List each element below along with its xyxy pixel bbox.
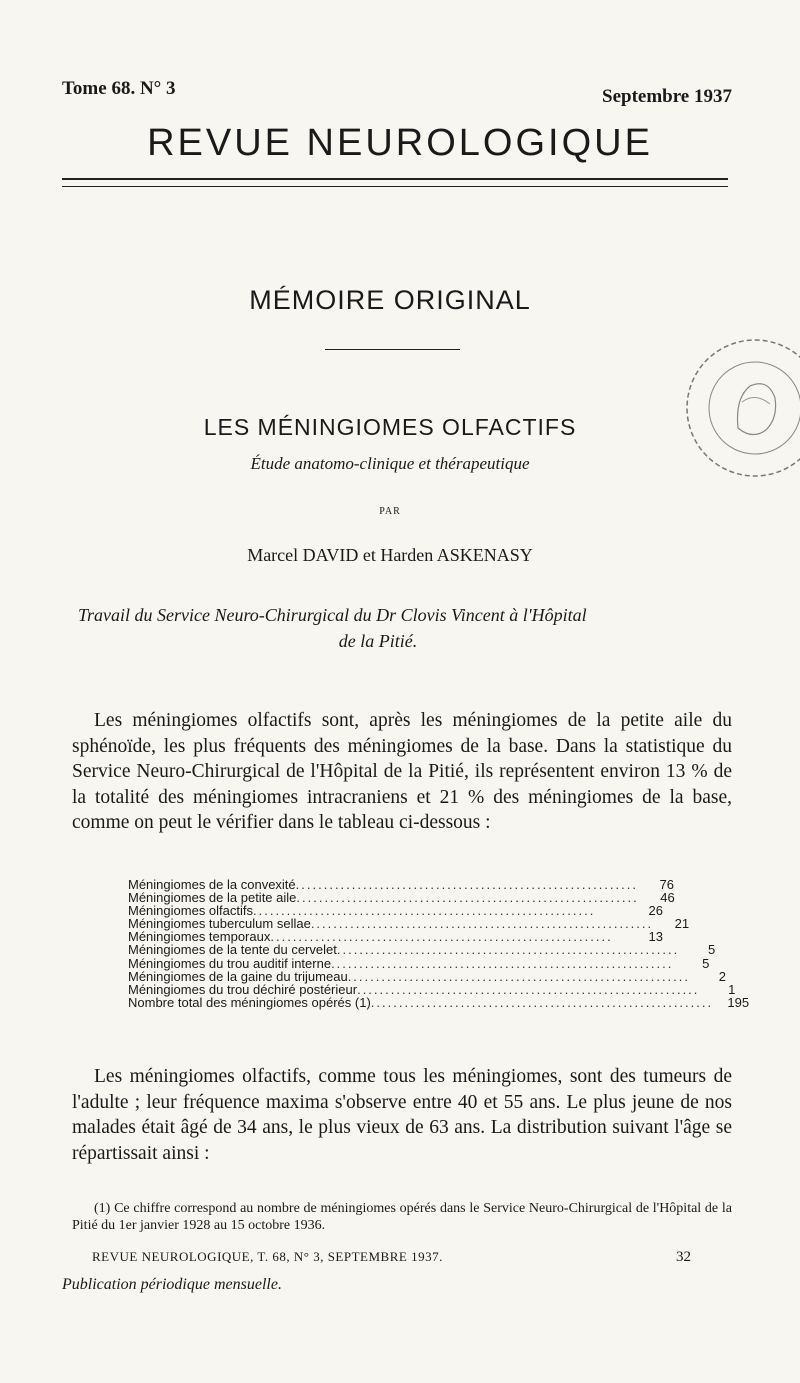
affiliation-line-1: Travail du Service Neuro-Chirurgical du Dr Clovis Vincent à l'Hôpital — [78, 605, 587, 625]
row-value: 5 — [707, 942, 716, 958]
journal-title: REVUE NEUROLOGIQUE — [147, 122, 653, 164]
row-value: 195 — [727, 994, 750, 1010]
paragraph-intro: Les méningiomes olfactifs sont, après les méningiomes de la petite aile du sphénoïde, les plus fréquents des méningiomes de la base. Dans la statistique du Service Neuro-Chirurgical de l'Hôpital de la Pitié, ils représentent environ 13 % de la totalité des méningiomes intracraniens et 21 % des méningiomes de la base, comme on peut le vérifier dans le tableau ci-dessous : — [72, 710, 732, 833]
row-value: 46 — [660, 890, 675, 906]
article-subtitle: Étude anatomo-clinique et thérapeutique — [250, 454, 530, 473]
row-label: Méningiomes de la tente du cervelet — [128, 942, 337, 958]
article-authors: Marcel DAVID et Harden ASKENASY — [247, 545, 533, 565]
article-title: LES MÉNINGIOMES OLFACTIFS — [203, 414, 577, 440]
row-label: Méningiomes olfactifs — [128, 903, 253, 919]
by-line: PAR — [379, 506, 401, 517]
table-row — [128, 968, 727, 984]
row-label: Méningiomes de la convexité — [128, 877, 296, 892]
section-title: MÉMOIRE ORIGINAL — [249, 285, 531, 315]
leader-dots: ............................................................. — [357, 981, 700, 997]
row-label: Méningiomes du trou déchiré postérieur — [128, 981, 358, 997]
row-value: 2 — [718, 968, 727, 984]
leader-dots: ............................................................. — [370, 994, 714, 1010]
row-label: Méningiomes tuberculum sellae — [128, 916, 311, 932]
issue-number: Tome 68. N° 3 — [62, 78, 176, 99]
meningioma-table — [128, 877, 750, 1010]
row-value: 13 — [648, 929, 663, 945]
section-divider — [325, 349, 460, 350]
row-label: Méningiomes du trou auditif interne — [128, 955, 332, 971]
table-row — [128, 942, 716, 958]
row-value: 1 — [728, 981, 736, 997]
publication-note: Publication périodique mensuelle. — [62, 1276, 282, 1293]
affiliation — [78, 602, 738, 654]
footnote: (1) Ce chiffre correspond au nombre de méningiomes opérés dans le Service Neuro-Chirurgical de l'Hôpital de la Pitié du 1er janvier 1928 au 15 octobre 1936. — [72, 1201, 732, 1233]
row-label: Méningiomes de la petite aile — [128, 890, 297, 906]
leader-dots: ............................................................. — [331, 955, 674, 971]
leader-dots: ............................................................. — [310, 916, 654, 932]
row-value: 5 — [702, 955, 710, 971]
header-rule — [62, 178, 728, 180]
leader-dots: ............................................................. — [336, 942, 680, 958]
header-rule-thin — [62, 186, 728, 187]
leader-dots: ............................................................. — [270, 929, 613, 945]
row-value: 21 — [674, 916, 690, 932]
affiliation-line-2: de la Pitié. — [338, 631, 418, 651]
leader-dots: ............................................................. — [253, 903, 596, 919]
leader-dots: ............................................................. — [347, 968, 691, 984]
table-row — [128, 981, 736, 997]
row-value: 76 — [659, 877, 674, 892]
page-number: 32 — [676, 1249, 691, 1265]
paragraph-age: Les méningiomes olfactifs, comme tous les méningiomes, sont des tumeurs de l'adulte ; leur fréquence maxima s'observe entre 40 et 55 ans. Le plus jeune de nos malades était âgé de 34 ans, le plus vieux de 63 ans. La distribution suivant l'âge se répartissait ainsi : — [72, 1066, 732, 1164]
row-value: 26 — [648, 903, 663, 919]
table-row — [128, 955, 710, 971]
issue-date: Septembre 1937 — [602, 86, 732, 107]
row-label: Nombre total des méningiomes opérés (1) — [128, 994, 371, 1010]
row-label: Méningiomes de la gaine du trijumeau — [128, 968, 348, 984]
leader-dots: ............................................................. — [296, 890, 639, 906]
row-label: Méningiomes temporaux — [128, 929, 271, 945]
footer-citation: REVUE NEUROLOGIQUE, T. 68, N° 3, SEPTEMBRE 1937. — [92, 1249, 443, 1264]
table-row-total — [128, 994, 750, 1010]
leader-dots: ............................................................. — [295, 877, 638, 892]
